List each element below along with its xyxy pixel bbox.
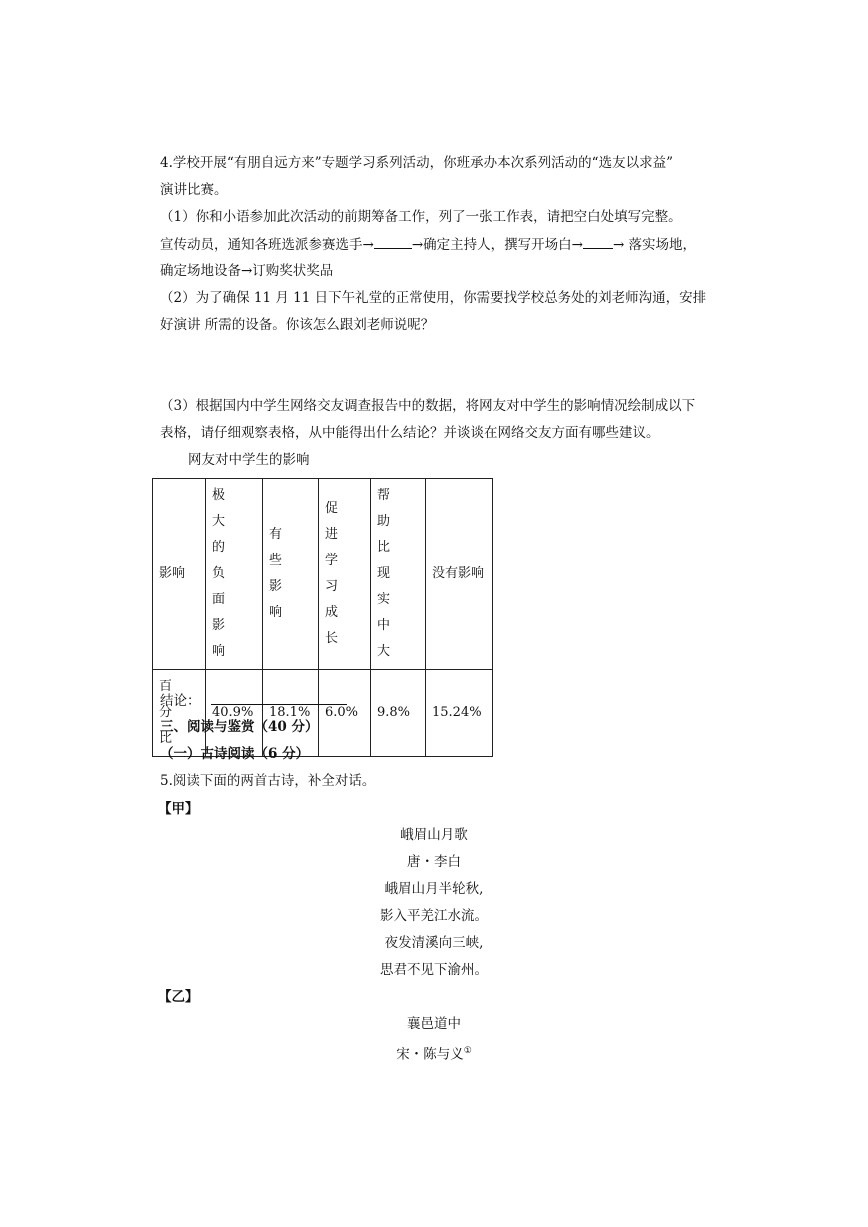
q4-part1-step-c: → 落实场地， [612,237,697,253]
poem-a-line: 夜发清溪向三峡, [384,935,484,951]
poem-b-author-line [0,1042,868,1064]
q4-intro-line2: 演讲比赛。 [160,182,228,198]
q5-prompt: 5.阅读下面的两首古诗，补全对话。 [160,773,376,789]
table-cell: 18.1% [263,670,319,757]
table-cell: 9.8% [371,670,426,757]
q4-part1-line3: 确定场地设备→订购奖状奖品 [160,263,334,279]
poem-a-author: 唐・李白 [407,854,461,870]
answer-blank-1[interactable] [374,235,412,249]
q4-part1-line2 [160,235,696,254]
table-cell: 6.0% [319,670,371,757]
poem-a-line: 峨眉山月半轮秋, [384,881,484,897]
table-row [153,479,493,670]
q4-part1-step-a: 宣传动员，通知各班选派参赛选手→ [160,237,374,253]
q4-part3-line1: （3）根据国内中学生网络交友调查报告中的数据，将网友对中学生的影响情况绘制成以下 [160,398,696,414]
conclusion-label: 结论： [160,693,201,709]
table-column-header: 帮助比现实中大 [371,479,426,670]
table-column-header: 促进学习成长 [319,479,371,670]
poem-a-line: 影入平羌江水流。 [380,908,488,924]
poem-a-marker: 【甲】 [158,801,199,817]
table-column-header: 有些影响 [263,479,319,670]
q4-intro-line1: 4.学校开展“有朋自远方来”专题学习系列活动，你班承办本次系列活动的“选友以求益” [160,155,673,171]
table-cell: 40.9% [206,670,263,757]
q4-part2-line2: 好演讲 所需的设备。你该怎么跟刘老师说呢？ [160,317,435,333]
table-row [153,670,493,757]
q4-part1-step-b: →确定主持人，撰写开场白→ [411,237,583,253]
q4-part1-line1: （1）你和小语参加此次活动的前期筹备工作，列了一张工作表，请把空白处填写完整。 [160,209,682,225]
subsection-title: （一）古诗阅读（6 分） [160,746,310,762]
conclusion-line [160,691,347,710]
table-caption: 网友对中学生的影响 [188,452,310,468]
table-row-header: 百分比 [153,670,206,757]
answer-blank-2[interactable] [583,235,613,249]
poem-b-title: 襄邑道中 [407,1016,461,1032]
table-column-header: 极大的负面影响 [206,479,263,670]
table-column-header: 没有影响 [426,479,493,670]
section-title: 三、阅读与鉴赏（40 分） [160,719,319,735]
poem-b-marker: 【乙】 [158,989,199,1005]
influence-table [152,478,493,757]
table-row-header: 影响 [153,479,206,670]
table-cell: 15.24% [426,670,493,757]
poem-a-line: 思君不见下渝州。 [380,962,488,978]
poem-a-title: 峨眉山月歌 [400,827,468,843]
footnote-mark: ① [463,1046,472,1056]
poem-b-author: 宋・陈与义 [396,1046,464,1063]
conclusion-blank[interactable] [211,691,347,705]
q4-part3-line2: 表格，请仔细观察表格，从中能得出什么结论？并谈谈在网络交友方面有哪些建议。 [160,425,660,441]
q4-part2-line1: （2）为了确保 11 月 11 日下午礼堂的正常使用，你需要找学校总务处的刘老师沟通，安排 [160,290,707,306]
